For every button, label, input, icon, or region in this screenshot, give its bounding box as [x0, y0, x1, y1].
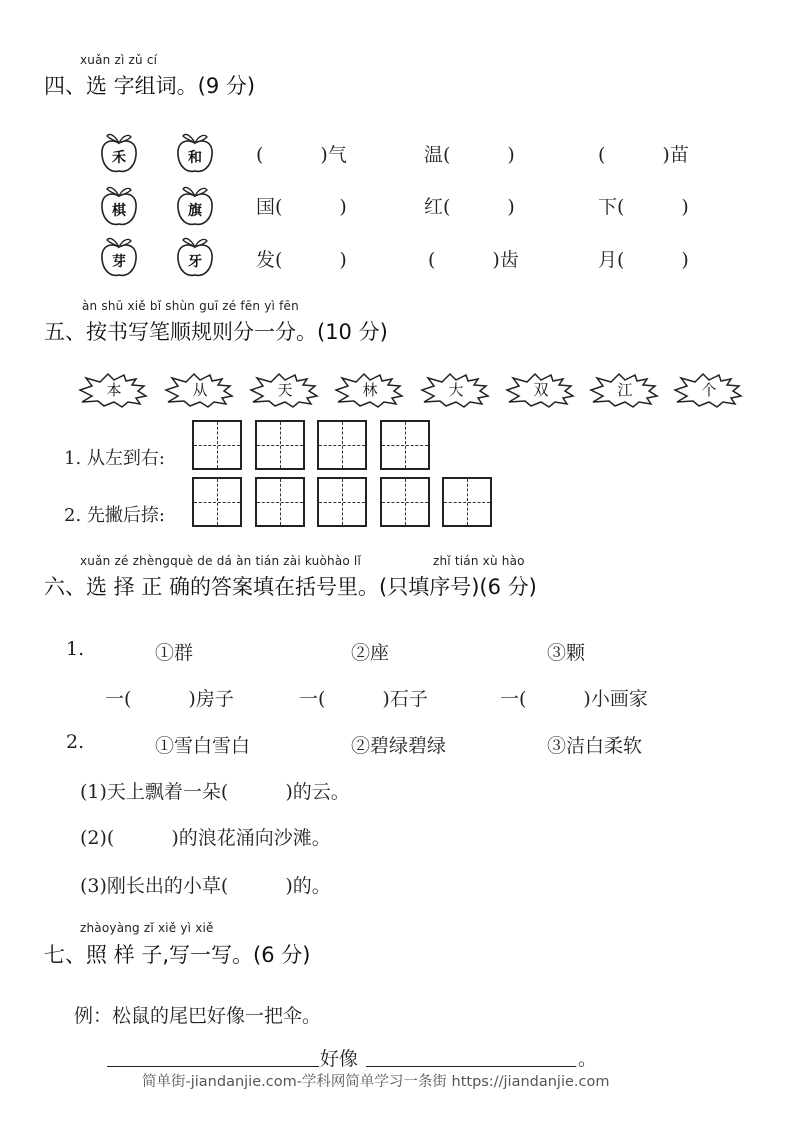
writing-box[interactable] — [317, 477, 367, 527]
fill-middle-text: 好像 — [320, 1048, 359, 1070]
section4-title: 四、选 字组词。(9 分) — [44, 74, 256, 98]
apple-icon — [175, 233, 215, 279]
word-blank[interactable]: ( )苗 — [598, 144, 689, 166]
q1-blank[interactable]: 一( )石子 — [299, 688, 428, 710]
burst-icon — [78, 372, 150, 408]
writing-box[interactable] — [380, 420, 430, 470]
burst-char: 本 — [106, 381, 122, 399]
word-blank[interactable]: 国( ) — [256, 196, 347, 218]
writing-box[interactable] — [317, 420, 367, 470]
burst-char: 天 — [277, 381, 293, 399]
apple-icon — [175, 129, 215, 175]
burst-char: 大 — [448, 381, 464, 399]
burst-icon — [334, 372, 406, 408]
q1-option: ②座 — [351, 642, 390, 664]
apple-icon — [99, 129, 139, 175]
burst-char: 从 — [192, 381, 208, 399]
q1-blank[interactable]: 一( )小画家 — [500, 688, 648, 710]
word-blank[interactable]: 温( ) — [424, 144, 515, 166]
example-sentence: 例：松鼠的尾巴好像一把伞。 — [74, 1005, 322, 1027]
section5-title: 五、按书写笔顺规则分一分。(10 分) — [44, 320, 388, 344]
word-blank[interactable]: ( )齿 — [428, 249, 519, 271]
footer-watermark: 简单街-jiandanjie.com-学科网简单学习一条街 https://jiandanjie.com — [142, 1074, 610, 1090]
q2-sentence[interactable]: (2)( )的浪花涌向沙滩。 — [80, 827, 331, 849]
burst-char: 林 — [362, 381, 378, 399]
writing-box[interactable] — [255, 477, 305, 527]
burst-icon — [164, 372, 236, 408]
writing-box[interactable] — [380, 477, 430, 527]
apple-char: 牙 — [188, 254, 202, 270]
q2-option: ③洁白柔软 — [547, 735, 643, 757]
burst-icon — [589, 372, 661, 408]
group1-label: 1. 从左到右: — [64, 448, 165, 469]
section6-pinyin: xuǎn zé zhèngquè de dá àn tián zài kuòhào lǐ — [80, 554, 362, 568]
q2-sentence[interactable]: (1)天上飘着一朵( )的云。 — [80, 781, 350, 803]
apple-icon — [99, 233, 139, 279]
q1-option: ③颗 — [547, 642, 586, 664]
q2-option: ②碧绿碧绿 — [351, 735, 447, 757]
burst-char: 江 — [617, 381, 633, 399]
burst-icon — [673, 372, 745, 408]
q2-option: ①雪白雪白 — [155, 735, 251, 757]
q1-option: ①群 — [155, 642, 194, 664]
q2-sentence[interactable]: (3)刚长出的小草( )的。 — [80, 875, 331, 897]
q1-number: 1. — [66, 638, 85, 660]
apple-icon — [99, 182, 139, 228]
word-blank[interactable]: ( )气 — [256, 144, 347, 166]
burst-char: 双 — [533, 381, 549, 399]
writing-box[interactable] — [255, 420, 305, 470]
burst-icon — [505, 372, 577, 408]
word-blank[interactable]: 下( ) — [598, 196, 689, 218]
section7-pinyin: zhàoyàng zǐ xiě yì xiě — [80, 921, 214, 935]
apple-char: 和 — [188, 150, 202, 166]
q1-blank[interactable]: 一( )房子 — [105, 688, 234, 710]
section6-title: 六、选 择 正 确的答案填在括号里。(只填序号)(6 分) — [44, 575, 537, 599]
apple-char: 旗 — [188, 203, 202, 219]
section4-pinyin: xuǎn zì zǔ cí — [80, 53, 158, 67]
section5-pinyin: àn shū xiě bǐ shùn guī zé fēn yì fēn — [82, 299, 299, 313]
burst-char: 个 — [701, 381, 717, 399]
answer-blank-2[interactable] — [366, 1066, 576, 1067]
answer-blank-1[interactable] — [107, 1066, 319, 1067]
word-blank[interactable]: 月( ) — [598, 249, 689, 271]
writing-box[interactable] — [192, 477, 242, 527]
group2-label: 2. 先撇后捺: — [64, 505, 165, 526]
apple-char: 芽 — [112, 254, 126, 270]
burst-icon — [249, 372, 321, 408]
q2-number: 2. — [66, 731, 85, 753]
word-blank[interactable]: 发( ) — [256, 249, 347, 271]
word-blank[interactable]: 红( ) — [424, 196, 515, 218]
apple-char: 棋 — [112, 203, 126, 219]
writing-box[interactable] — [442, 477, 492, 527]
section6-pinyin-right: zhǐ tián xù hào — [433, 554, 525, 568]
writing-box[interactable] — [192, 420, 242, 470]
section7-title: 七、照 样 子,写一写。(6 分) — [44, 943, 311, 967]
burst-icon — [420, 372, 492, 408]
apple-icon — [175, 182, 215, 228]
apple-char: 禾 — [112, 150, 126, 166]
fill-end-text: 。 — [578, 1048, 598, 1070]
